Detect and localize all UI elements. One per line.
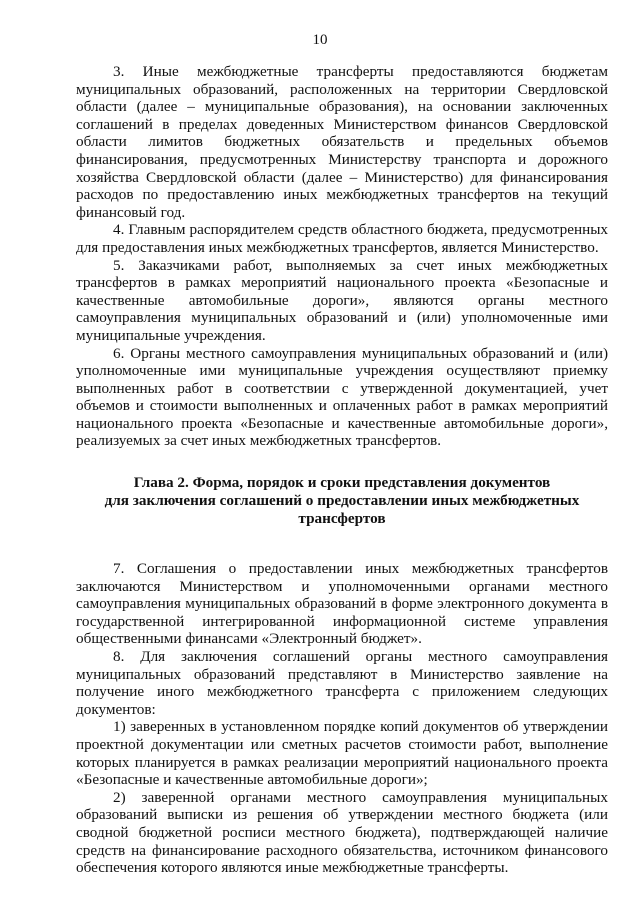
page-number: 10 bbox=[312, 32, 328, 48]
paragraph-8: 8. Для заключения соглашений органы местного самоуправления муниципальных образований представляют в Министерство заявление на получение иного межбюджетного трансферта с приложением следующих документов: bbox=[76, 648, 608, 718]
document-body bbox=[76, 63, 608, 877]
paragraph-7: 7. Соглашения о предоставлении иных межбюджетных трансфертов заключаются Министерством и уполномоченными органами местного самоуправления муниципальных образований в форме электронного документа в государственной интегрированной информационной системе управления общественными финансами «Электронный бюджет». bbox=[76, 560, 608, 648]
paragraph-6: 6. Органы местного самоуправления муниципальных образований и (или) уполномоченные ими муниципальные учреждения осуществляют приемку выполненных работ в соответствии с утвержденной документацией, учет объемов и стоимости выполненных и оплаченных работ в рамках мероприятий национального проекта «Безопасные и качественные автомобильные дороги», реализуемых за счет иных межбюджетных трансфертов. bbox=[76, 344, 608, 450]
paragraph-4: 4. Главным распорядителем средств областного бюджета, предусмотренных для предоставления иных межбюджетных трансфертов, является Министерство. bbox=[76, 221, 608, 256]
chapter-heading-line-2: для заключения соглашений о предоставлении иных межбюджетных bbox=[104, 492, 580, 510]
list-item-2: 2) заверенной органами местного самоуправления муниципальных образований выписки из решения об утверждении местного бюджета (или сводной бюджетной росписи местного бюджета), подтверждающей наличие средств на финансирование расходного обязательства, источником финансового обеспечения которого являются иные межбюджетные трансферты. bbox=[76, 788, 608, 877]
list-item-1: 1) заверенных в установленном порядке копий документов об утверждении проектной документации или сметных расчетов стоимости работ, выполнение которых планируется в рамках реализации мероприятий национального проекта «Безопасные и качественные автомобильные дороги»; bbox=[76, 718, 608, 789]
paragraph-5: 5. Заказчиками работ, выполняемых за счет иных межбюджетных трансфертов в рамках мероприятий национального проекта «Безопасные и качественные автомобильные дороги», являются органы местного самоуправления муниципальных образований и (или) уполномоченные ими муниципальные учреждения. bbox=[76, 256, 608, 344]
paragraph-3: 3. Иные межбюджетные трансферты предоставляются бюджетам муниципальных образований, расположенных на территории Свердловской области (далее – муниципальные образования), на основании заключенных соглашений в пределах доведенных Министерством финансов Свердловской области лимитов бюджетных обязательств и предельных объемов финансирования, предусмотренных Министерству транспорта и дорожного хозяйства Свердловской области (далее – Министерство) для финансирования расходов по предоставлению иных межбюджетных трансфертов на текущий финансовый год. bbox=[76, 63, 608, 221]
chapter-heading bbox=[76, 474, 608, 528]
chapter-heading-line-3: трансфертов bbox=[298, 510, 386, 528]
chapter-heading-line-1: Глава 2. Форма, порядок и сроки представления документов bbox=[133, 474, 551, 492]
